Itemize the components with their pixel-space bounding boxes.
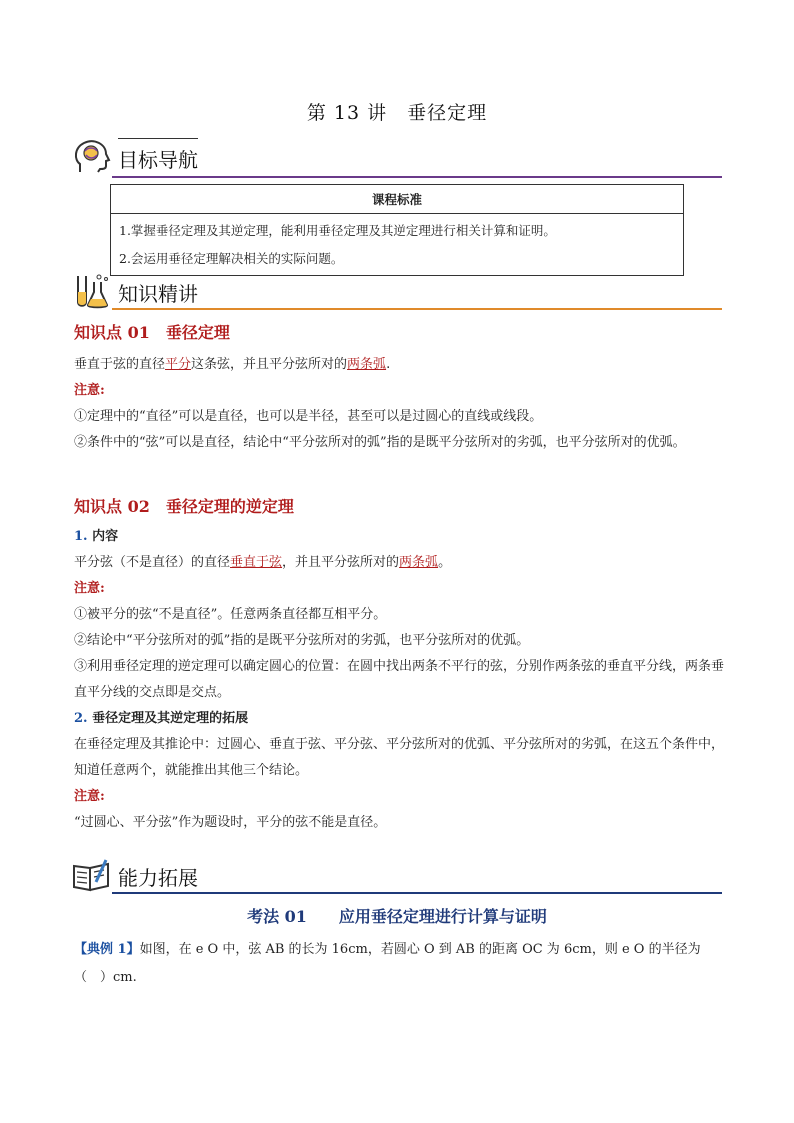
kp2-sub1-num: 1. (74, 529, 88, 544)
kp2-sub2-num: 2. (74, 711, 88, 726)
kp2-highlight-arcs: 两条弧 (399, 555, 439, 570)
kp1-statement (74, 352, 724, 378)
kp2-heading: 知识点 02 垂径定理的逆定理 (74, 497, 294, 516)
kp2-highlight-perp: 垂直于弦 (230, 555, 283, 570)
kp2-sub1-label: 内容 (92, 529, 119, 544)
section-goal-topline (118, 138, 198, 139)
kp2-text-c: ，并且平分弦所对的 (282, 555, 400, 570)
brain-head-icon (72, 138, 112, 176)
example-text: 如图，在 e O 中，弦 AB 的长为 16cm，若圆心 O 到 AB 的距离 OC 为 6cm，则 e O 的半径为（ ）cm. (74, 942, 701, 985)
kp2-text-e: 。 (438, 555, 452, 570)
section-knowledge-title: 知识精讲 (118, 282, 198, 306)
section-goal-title: 目标导航 (118, 148, 198, 172)
example-1 (74, 936, 724, 992)
table-item: 2.会运用垂径定理解决相关的实际问题。 (119, 251, 344, 266)
kp1-text-c: 这条弦，并且平分弦所对的 (191, 357, 348, 372)
kp1-highlight-arcs: 两条弧 (347, 357, 387, 372)
page-title: 第 13 讲 垂径定理 (306, 102, 488, 124)
kp2-body (74, 524, 724, 836)
kp1-note-label: 注意: (74, 383, 105, 398)
section-knowledge-rule (112, 308, 722, 310)
kp1-note: ①定理中的“直径”可以是直径，也可以是半径，甚至可以是过圆心的直线或线段。 (74, 409, 543, 424)
kp2-note2: “过圆心、平分弦”作为题设时，平分的弦不能是直径。 (74, 815, 387, 830)
kp2-extension: 在垂径定理及其推论中：过圆心、垂直于弦、平分弦、平分弦所对的优弧、平分弦所对的劣弧，在这五个条件中，知道任意两个，就能推出其他三个结论。 (74, 737, 725, 778)
section-knowledge-header (72, 272, 372, 310)
kp2-sub1 (74, 524, 724, 550)
kp1-heading: 知识点 01 垂径定理 (74, 323, 230, 342)
kp2-text-a: 平分弦（不是直径）的直径 (74, 555, 231, 570)
kp2-note: ①被平分的弦“不是直径”。任意两条直径都互相平分。 (74, 607, 387, 622)
table-item: 1.掌握垂径定理及其逆定理，能利用垂径定理及其逆定理进行相关计算和证明。 (119, 223, 556, 238)
kp1-note: ②条件中的“弦”可以是直径，结论中“平分弦所对的弧”指的是既平分弦所对的劣弧，也平分弦所对的优弧。 (74, 435, 686, 450)
table-body (111, 214, 684, 276)
kp2-note: ③利用垂径定理的逆定理可以确定圆心的位置：在圆中找出两条不平行的弦，分别作两条弦的垂直平分线，两条垂直平分线的交点即是交点。 (74, 659, 725, 700)
kp1-text-a: 垂直于弦的直径 (74, 357, 166, 372)
kp2-statement (74, 550, 724, 576)
section-ability-rule (112, 892, 722, 894)
kaofa-heading: 考法 01 应用垂径定理进行计算与证明 (247, 907, 547, 926)
flask-icon (72, 272, 112, 310)
kp2-note2-label: 注意: (74, 789, 105, 804)
course-standard-table (110, 184, 684, 276)
kp1-body (74, 352, 724, 456)
section-goal-header (72, 138, 372, 176)
section-ability-title: 能力拓展 (118, 866, 198, 890)
section-ability-header (72, 856, 372, 894)
open-book-icon (72, 856, 112, 894)
kp2-sub2 (74, 706, 724, 732)
kp2-sub2-label: 垂径定理及其逆定理的拓展 (92, 711, 249, 726)
example-tag: 【典例 1】 (74, 942, 140, 957)
kp1-text-e: . (386, 357, 391, 372)
kp2-note-label: 注意: (74, 581, 105, 596)
section-goal-rule (112, 176, 722, 178)
kp2-note: ②结论中“平分弦所对的弧”指的是既平分弦所对的劣弧，也平分弦所对的优弧。 (74, 633, 530, 648)
table-header: 课程标准 (111, 185, 684, 214)
kp1-highlight-bisect: 平分 (165, 357, 192, 372)
